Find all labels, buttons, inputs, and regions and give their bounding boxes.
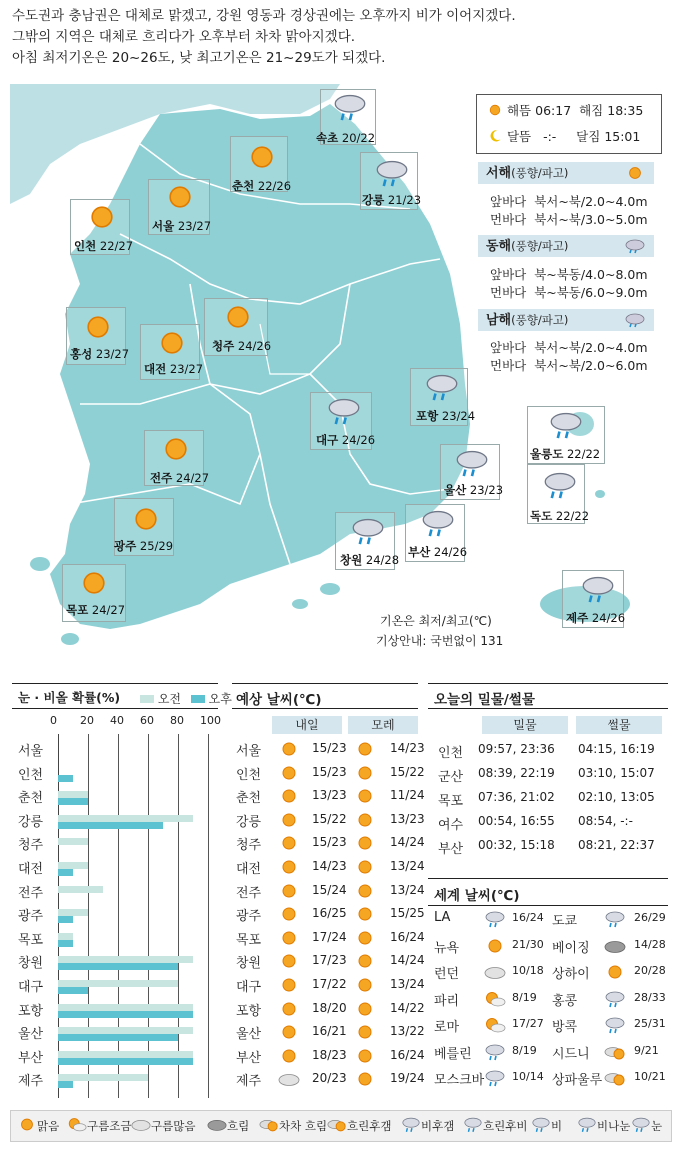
precip-bar-am	[58, 956, 193, 963]
world-table	[428, 910, 673, 1100]
world-title: 세계 날씨(℃)	[434, 888, 520, 904]
forecast-city: 춘천	[236, 791, 262, 807]
forecast-table	[230, 740, 430, 1100]
rain-icon	[624, 237, 646, 259]
world-city: 시드니	[552, 1046, 590, 1062]
precip-row-label: 강릉	[18, 814, 44, 830]
forecast-col-dayafter: 모레	[348, 716, 418, 734]
sun-icon	[354, 811, 376, 833]
precip-bar-am	[58, 1004, 193, 1011]
legend-label: 차차 흐림	[279, 1119, 328, 1133]
sunset-label: 해짐	[579, 103, 604, 118]
world-temp: 28/33	[634, 990, 666, 1004]
world-temp: 25/31	[634, 1017, 666, 1030]
sun-icon	[278, 740, 300, 762]
rain-icon	[332, 92, 368, 126]
forecast-temp-dayafter: 13/24	[390, 882, 425, 897]
city-label-daejeon: 대전 23/27	[144, 362, 204, 376]
weather-icon-legend	[10, 1110, 672, 1142]
sun-icon	[278, 811, 300, 833]
clearing-icon	[604, 1043, 626, 1065]
precip-bar-am	[58, 933, 73, 940]
sun-icon	[17, 1116, 37, 1137]
summary-line: 아침 최저기온은 20~26도, 낮 최고기온은 21~29도가 되겠다.	[12, 50, 386, 66]
legend-label: 맑음	[37, 1119, 60, 1133]
map-note-temp: 기온은 최저/최고(℃)	[380, 614, 492, 628]
tide-col-low: 썰물	[576, 716, 662, 734]
world-temp: 10/21	[634, 1070, 666, 1083]
moonset-time: 15:01	[604, 129, 641, 144]
moonrise-label: 달뜸	[506, 129, 532, 144]
sunrise-label: 해뜸	[506, 103, 532, 118]
precip-bar-am	[58, 909, 88, 916]
tide-city: 인천	[438, 746, 464, 761]
world-city: 모스크바	[434, 1073, 485, 1088]
city-label-pohang: 포항 23/24	[416, 409, 476, 423]
precip-bar-pm	[58, 963, 178, 970]
forecast-city: 인천	[236, 767, 262, 783]
tide-high: 07:36, 21:02	[478, 790, 555, 804]
precip-bar-am	[58, 1074, 148, 1081]
forecast-temp-dayafter: 14/24	[390, 835, 425, 850]
city-label-sokcho: 속초 20/22	[316, 131, 376, 145]
am-swatch	[140, 695, 154, 703]
precip-bar-pm	[58, 940, 73, 947]
sun-icon	[278, 1000, 300, 1022]
legend-label: 비	[551, 1119, 563, 1133]
precip-row-label: 전주	[18, 885, 44, 901]
rain-icon	[577, 1116, 597, 1137]
weather-map	[10, 84, 670, 659]
rain-icon	[420, 508, 456, 542]
sun-icon	[278, 787, 300, 809]
world-temp: 10/14	[512, 1070, 544, 1083]
world-city: 상하이	[552, 967, 590, 982]
sun-icon	[278, 905, 300, 927]
rain-icon	[604, 1016, 626, 1038]
sea-east-header: 동해(풍향/파고)	[478, 235, 654, 257]
overcast-icon	[604, 937, 626, 959]
gridline	[88, 734, 89, 1098]
precip-bar-pm	[58, 987, 88, 994]
forecast-temp-dayafter: 13/23	[390, 811, 425, 826]
precip-row-label: 목포	[18, 932, 44, 948]
sun-icon	[354, 858, 376, 880]
forecast-temp-dayafter: 15/25	[390, 906, 425, 921]
precip-row-label: 대구	[18, 980, 44, 995]
legend-label: 흐림	[227, 1119, 250, 1133]
precip-row-label: 춘천	[18, 791, 44, 807]
precip-bar-am	[58, 815, 193, 822]
world-temp: 8/19	[512, 1043, 537, 1057]
precip-row-label: 창원	[18, 956, 44, 972]
sun-icon	[154, 328, 190, 362]
world-city: 로마	[434, 1020, 460, 1035]
gridline	[208, 734, 209, 1098]
forecast-temp-tomorrow: 15/23	[312, 764, 347, 779]
world-city: 파리	[434, 993, 460, 1009]
sun-icon	[354, 787, 376, 809]
city-label-ulsan: 울산 23/23	[444, 483, 504, 497]
city-label-jeonju: 전주 24/27	[150, 471, 210, 485]
precip-bar-pm	[58, 1081, 73, 1088]
forecast-city: 강릉	[236, 814, 262, 830]
world-temp: 16/24	[512, 911, 544, 924]
sun-icon	[244, 142, 280, 176]
sun-icon	[354, 1070, 376, 1092]
precip-bar-pm	[58, 869, 73, 876]
divider	[232, 683, 418, 684]
sun-icon	[354, 929, 376, 951]
partly-cloudy-icon	[484, 990, 506, 1012]
rain-icon	[484, 1043, 506, 1065]
world-city: LA	[434, 910, 451, 925]
clearing-icon	[327, 1116, 347, 1137]
precip-bar-pm	[58, 822, 163, 829]
forecast-temp-tomorrow: 18/20	[312, 1000, 347, 1015]
precip-bar-am	[58, 886, 103, 893]
forecast-city: 대구	[236, 980, 262, 995]
divider	[428, 708, 668, 709]
forecast-city: 부산	[236, 1050, 262, 1066]
legend-label: 비후갬	[421, 1119, 455, 1133]
precip-bar-pm	[58, 1011, 193, 1018]
forecast-temp-tomorrow: 15/22	[312, 811, 347, 826]
forecast-city: 서울	[236, 744, 262, 759]
sea-east-far: 먼바다 북~북동/6.0~9.0m	[490, 285, 648, 300]
sun-icon	[162, 182, 198, 216]
forecast-temp-dayafter: 11/24	[390, 788, 425, 803]
rain-icon	[531, 1116, 551, 1137]
world-city: 베이징	[552, 940, 590, 956]
sun-icon	[354, 1023, 376, 1045]
precip-row-label: 제주	[18, 1074, 44, 1090]
city-label-busan: 부산 24/26	[408, 545, 468, 559]
forecast-city: 제주	[236, 1074, 262, 1090]
rain-icon	[424, 372, 460, 406]
sea-east-near: 앞바다 북~북동/4.0~8.0m	[490, 267, 648, 282]
precip-bar-am	[58, 1051, 193, 1058]
partly-cloudy-icon	[484, 1016, 506, 1038]
tide-high: 00:54, 16:55	[478, 814, 555, 828]
rain-icon	[542, 470, 578, 504]
partly-cloudy-icon	[67, 1116, 87, 1137]
world-city: 뉴욕	[434, 940, 460, 956]
clearing-icon	[604, 1069, 626, 1091]
sun-icon	[76, 568, 112, 602]
world-city: 런던	[434, 967, 460, 982]
sun-icon	[354, 1047, 376, 1069]
sun-icon	[278, 952, 300, 974]
sea-west-header: 서해(풍향/파고)	[478, 162, 654, 184]
forecast-temp-tomorrow: 14/23	[312, 859, 347, 873]
sun-icon	[354, 834, 376, 856]
forecast-temp-dayafter: 13/24	[390, 977, 425, 991]
legend-label: 눈	[651, 1119, 663, 1133]
tide-low: 04:15, 16:19	[578, 742, 655, 756]
forecast-temp-dayafter: 16/24	[390, 929, 425, 944]
world-temp: 20/28	[634, 964, 666, 977]
world-temp: 17/27	[512, 1017, 544, 1030]
precip-legend	[140, 690, 232, 707]
rain-icon	[604, 910, 626, 932]
precip-title: 눈 · 비올 확률(%)	[18, 690, 121, 705]
sunset-time: 18:35	[607, 103, 644, 118]
forecast-temp-dayafter: 19/24	[390, 1071, 425, 1086]
pm-swatch	[191, 695, 205, 703]
sun-icon	[354, 764, 376, 786]
sun-icon	[278, 764, 300, 786]
forecast-temp-tomorrow: 20/23	[312, 1071, 347, 1086]
precip-bar-pm	[58, 798, 88, 805]
forecast-city: 창원	[236, 956, 262, 972]
tide-title: 오늘의 밀물/썰물	[434, 692, 535, 708]
tide-high: 08:39, 22:19	[478, 766, 555, 780]
sun-icon	[354, 905, 376, 927]
forecast-temp-tomorrow: 17/24	[312, 929, 347, 944]
rain-icon	[401, 1116, 421, 1137]
precip-bar-am	[58, 862, 88, 869]
forecast-city: 전주	[236, 885, 262, 901]
map-note-hotline: 기상안내: 국번없이 131	[376, 634, 504, 648]
rain-icon	[624, 311, 646, 333]
forecast-temp-tomorrow: 17/22	[312, 977, 347, 991]
world-temp: 14/28	[634, 937, 666, 951]
precip-bar-pm	[58, 775, 73, 782]
tide-low: 03:10, 15:07	[578, 766, 655, 780]
forecast-temp-tomorrow: 15/23	[312, 741, 347, 755]
moonset-label: 달짐	[576, 129, 601, 144]
legend-label: 구름조금	[87, 1119, 132, 1133]
city-label-seoul: 서울 23/27	[152, 219, 212, 233]
forecast-city: 대전	[236, 862, 262, 877]
precip-row-label: 서울	[18, 744, 44, 759]
forecast-temp-dayafter: 15/22	[390, 764, 425, 779]
forecast-temp-dayafter: 13/22	[390, 1024, 425, 1039]
legend-label: 흐린후갬	[347, 1119, 392, 1133]
city-label-dokdo: 독도 22/22	[530, 509, 590, 523]
forecast-col-tomorrow: 내일	[272, 716, 342, 734]
axis-tick-label: 60	[140, 714, 154, 727]
legend-label: 흐린후비	[483, 1119, 528, 1133]
world-temp: 8/19	[512, 990, 537, 1004]
forecast-temp-tomorrow: 17/23	[312, 953, 347, 968]
divider	[12, 708, 218, 709]
rain-icon	[631, 1116, 651, 1137]
divider	[428, 905, 668, 906]
axis-tick-label: 100	[200, 714, 221, 727]
precip-row-label: 포항	[18, 1003, 44, 1019]
sun-icon	[80, 312, 116, 346]
sun-icon	[354, 1000, 376, 1022]
precip-bar-pm	[58, 1034, 178, 1041]
sun-icon	[487, 102, 503, 121]
divider	[428, 683, 668, 684]
rain-icon	[484, 910, 506, 932]
precip-bar-am	[58, 838, 88, 845]
cloudy-icon	[278, 1070, 300, 1092]
sea-west-near: 앞바다 북서~북/2.0~4.0m	[490, 194, 648, 209]
rain-icon	[580, 574, 616, 608]
sun-icon	[278, 1047, 300, 1069]
moon-icon	[487, 128, 503, 147]
sun-icon	[158, 434, 194, 468]
sea-south-far: 먼바다 북서~북/2.0~6.0m	[490, 358, 648, 373]
sunrise-time: 06:17	[535, 103, 572, 118]
cloudy-icon	[484, 963, 506, 985]
forecast-city: 포항	[236, 1003, 262, 1019]
rain-icon	[604, 990, 626, 1012]
precip-row-label: 청주	[18, 838, 44, 854]
tide-high: 00:32, 15:18	[478, 838, 555, 852]
clearing-icon	[259, 1116, 279, 1137]
tide-high: 09:57, 23:36	[478, 742, 555, 756]
precip-bar-pm	[58, 916, 73, 923]
gridline	[148, 734, 149, 1098]
world-city: 베를린	[434, 1046, 472, 1062]
sun-icon	[354, 740, 376, 762]
precip-row-label: 울산	[18, 1027, 44, 1043]
sun-icon	[278, 834, 300, 856]
precip-chart	[0, 712, 225, 1102]
sun-icon	[220, 302, 256, 336]
city-label-jeju: 제주 24/26	[566, 611, 626, 625]
world-city: 상파울루	[552, 1073, 603, 1088]
precip-bar-pm	[58, 1058, 193, 1065]
city-label-gwangju: 광주 25/29	[114, 539, 174, 553]
rain-icon	[463, 1116, 483, 1137]
sun-icon	[84, 202, 120, 236]
sun-icon	[354, 882, 376, 904]
rain-icon	[326, 396, 362, 430]
forecast-temp-dayafter: 14/23	[390, 741, 425, 755]
city-label-hongseong: 홍성 23/27	[70, 347, 130, 361]
forecast-temp-tomorrow: 18/23	[312, 1047, 347, 1062]
sun-moon-box	[476, 94, 662, 154]
world-city: 홍콩	[552, 993, 578, 1009]
tide-low: 08:21, 22:37	[578, 838, 655, 852]
rain-icon	[484, 1069, 506, 1091]
pm-label: 오후	[208, 692, 232, 706]
forecast-temp-dayafter: 16/24	[390, 1047, 425, 1062]
forecast-temp-dayafter: 14/24	[390, 953, 425, 968]
divider	[428, 878, 668, 879]
tide-city: 목포	[438, 794, 464, 809]
sun-icon	[484, 937, 506, 959]
precip-bar-am	[58, 980, 178, 987]
forecast-summary	[12, 6, 672, 69]
world-temp: 10/18	[512, 964, 544, 977]
world-temp: 21/30	[512, 937, 544, 951]
city-label-ulleungdo: 울릉도 22/22	[530, 447, 601, 461]
city-label-cheongju: 청주 24/26	[212, 339, 272, 353]
city-label-incheon: 인천 22/27	[74, 239, 134, 253]
forecast-city: 광주	[236, 909, 262, 925]
city-label-changwon: 창원 24/28	[340, 553, 400, 567]
sun-icon	[354, 976, 376, 998]
sea-south-near: 앞바다 북서~북/2.0~4.0m	[490, 340, 648, 355]
gridline	[178, 734, 179, 1098]
precip-bar-am	[58, 1027, 193, 1034]
city-label-mokpo: 목포 24/27	[66, 603, 126, 617]
precip-row-label: 부산	[18, 1050, 44, 1066]
sun-icon	[278, 882, 300, 904]
world-temp: 26/29	[634, 911, 666, 924]
city-label-gangneung: 강릉 21/23	[362, 193, 422, 207]
tide-city: 군산	[438, 770, 464, 785]
precip-row-label: 광주	[18, 909, 44, 925]
legend-label: 비나눈	[597, 1119, 631, 1133]
sun-icon	[604, 963, 626, 985]
sea-south-header: 남해(풍향/파고)	[478, 309, 654, 331]
rain-icon	[548, 410, 584, 444]
divider	[12, 683, 218, 684]
forecast-city: 목포	[236, 932, 262, 948]
tide-low: 08:54, -:-	[578, 814, 633, 828]
axis-tick-label: 40	[110, 714, 124, 727]
summary-line: 수도권과 충남권은 대체로 맑겠고, 강원 영동과 경상권에는 오후까지 비가 이어지겠다.	[12, 8, 516, 24]
forecast-temp-tomorrow: 16/25	[312, 906, 347, 921]
world-city: 도쿄	[552, 914, 578, 929]
forecast-temp-tomorrow: 16/21	[312, 1024, 347, 1039]
forecast-temp-tomorrow: 15/23	[312, 835, 347, 850]
city-label-daegu: 대구 24/26	[316, 433, 376, 447]
forecast-temp-tomorrow: 13/23	[312, 788, 347, 803]
am-label: 오전	[157, 692, 182, 706]
summary-line: 그밖의 지역은 대체로 흐리다가 오후부터 차차 맑아지겠다.	[12, 29, 356, 45]
legend-label: 구름많음	[151, 1119, 196, 1133]
forecast-temp-dayafter: 14/22	[390, 1000, 425, 1015]
forecast-city: 울산	[236, 1027, 262, 1043]
sun-icon	[278, 929, 300, 951]
sun-icon	[278, 858, 300, 880]
world-city: 방콕	[552, 1020, 578, 1035]
sun-icon	[278, 1023, 300, 1045]
tide-low: 02:10, 13:05	[578, 790, 655, 804]
axis-tick-label: 20	[80, 714, 94, 727]
forecast-title: 예상 날씨(℃)	[236, 692, 322, 708]
tide-city: 여수	[438, 818, 464, 833]
world-temp: 9/21	[634, 1043, 659, 1057]
rain-icon	[454, 448, 490, 482]
forecast-temp-dayafter: 13/24	[390, 859, 425, 873]
divider	[232, 708, 418, 709]
rain-icon	[350, 516, 386, 550]
forecast-temp-tomorrow: 15/24	[312, 882, 347, 897]
rain-icon	[374, 158, 410, 192]
precip-row-label: 인천	[18, 767, 44, 783]
tide-table	[428, 742, 673, 862]
sun-icon	[278, 976, 300, 998]
sun-icon	[128, 504, 164, 538]
city-label-chuncheon: 춘천 22/26	[232, 179, 292, 193]
sea-west-far: 먼바다 북서~북/3.0~5.0m	[490, 212, 648, 227]
forecast-city: 청주	[236, 838, 262, 854]
axis-tick-label: 0	[50, 714, 57, 727]
moonrise-time: -:-	[543, 129, 557, 144]
gridline	[118, 734, 119, 1098]
tide-city: 부산	[438, 842, 464, 857]
sun-icon	[626, 164, 644, 186]
cloudy-icon	[131, 1116, 151, 1137]
overcast-icon	[207, 1116, 227, 1137]
precip-row-label: 대전	[18, 862, 44, 877]
sun-icon	[354, 952, 376, 974]
tide-col-high: 밀물	[482, 716, 568, 734]
axis-tick-label: 80	[170, 714, 184, 727]
precip-bar-am	[58, 791, 88, 798]
